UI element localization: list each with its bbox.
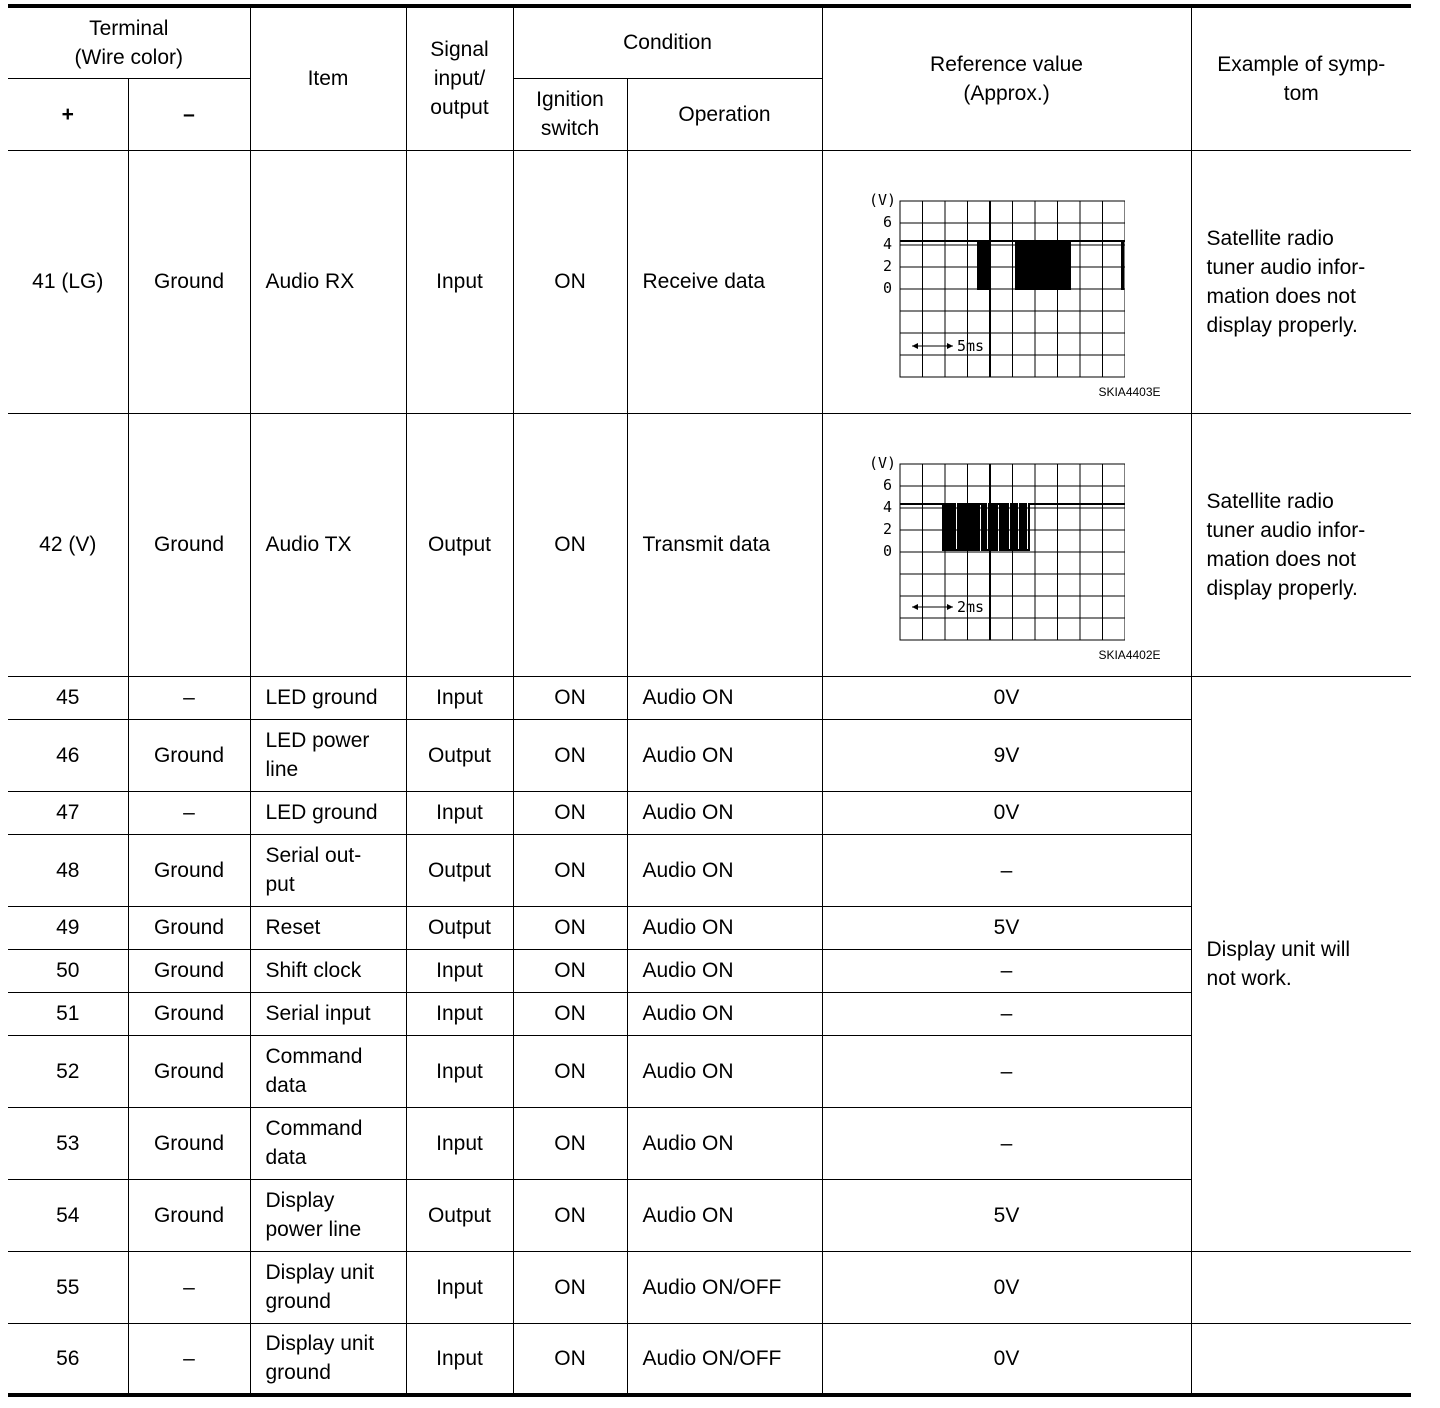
cell-reference: 0V bbox=[822, 1251, 1191, 1323]
cell-item-line: line bbox=[265, 758, 299, 781]
cell-item bbox=[250, 834, 406, 906]
cell-item bbox=[250, 1035, 406, 1107]
cell-item-line: power line bbox=[265, 1218, 362, 1241]
cell-operation: Audio ON bbox=[627, 1107, 822, 1179]
header-item: Item bbox=[250, 6, 406, 150]
table-row bbox=[8, 1323, 1411, 1395]
cell-ignition: ON bbox=[513, 1035, 627, 1107]
cell-ignition: ON bbox=[513, 719, 627, 791]
cell-item-line: ground bbox=[265, 1361, 331, 1385]
cell-minus: Ground bbox=[128, 1107, 250, 1179]
cell-operation: Audio ON bbox=[627, 1179, 822, 1251]
header-terminal-label: Terminal bbox=[89, 16, 169, 40]
cell-minus: Ground bbox=[128, 834, 250, 906]
header-plus: + bbox=[8, 78, 128, 150]
cell-item-line: data bbox=[265, 1074, 307, 1097]
cell-operation: Receive data bbox=[627, 150, 822, 413]
cell-io: Output bbox=[406, 413, 513, 676]
cell-ignition: ON bbox=[513, 906, 627, 949]
cell-item bbox=[250, 992, 406, 1035]
cell-item-line: Command bbox=[265, 1045, 363, 1068]
cell-item-line: Shift clock bbox=[265, 959, 362, 982]
header-symptom-line: Example of symp- bbox=[1217, 52, 1386, 76]
cell-reference: – bbox=[822, 834, 1191, 906]
scope-tick: 4 bbox=[882, 234, 892, 253]
cell-io: Input bbox=[406, 949, 513, 992]
cell-reference: 0V bbox=[822, 1323, 1191, 1395]
cell-ignition: ON bbox=[513, 992, 627, 1035]
cell-minus: – bbox=[128, 1251, 250, 1323]
cell-operation: Audio ON bbox=[627, 949, 822, 992]
cell-item-line: Serial input bbox=[265, 1002, 371, 1025]
cell-item-line: data bbox=[265, 1146, 307, 1169]
cell-item-line: Display unit bbox=[265, 1332, 375, 1356]
cell-operation: Audio ON bbox=[627, 791, 822, 834]
symptom-line: tuner audio infor- bbox=[1206, 518, 1366, 542]
cell-reference: 0V bbox=[822, 676, 1191, 719]
oscilloscope-waveform-rx bbox=[865, 191, 1125, 381]
arrow-left-icon bbox=[912, 343, 918, 349]
cell-minus: – bbox=[128, 1323, 250, 1395]
cell-plus: 56 bbox=[8, 1323, 128, 1395]
cell-minus: Ground bbox=[128, 992, 250, 1035]
cell-reference: – bbox=[822, 992, 1191, 1035]
cell-reference-waveform bbox=[822, 413, 1191, 676]
cell-plus: 52 bbox=[8, 1035, 128, 1107]
cell-ignition: ON bbox=[513, 1179, 627, 1251]
cell-io: Input bbox=[406, 1107, 513, 1179]
cell-operation: Audio ON bbox=[627, 906, 822, 949]
cell-minus: Ground bbox=[128, 413, 250, 676]
cell-operation: Audio ON bbox=[627, 719, 822, 791]
cell-io: Output bbox=[406, 834, 513, 906]
header-ignition-line: switch bbox=[540, 117, 600, 140]
cell-symptom-merged bbox=[1191, 676, 1411, 1251]
header-terminal bbox=[8, 6, 250, 78]
terminal-rows bbox=[8, 676, 1411, 1395]
cell-io: Output bbox=[406, 906, 513, 949]
cell-symptom bbox=[1191, 150, 1411, 413]
header-minus: – bbox=[128, 78, 250, 150]
cell-symptom bbox=[1191, 413, 1411, 676]
terminal-reference-table bbox=[8, 4, 1411, 1397]
cell-reference: – bbox=[822, 1107, 1191, 1179]
cell-ignition: ON bbox=[513, 1251, 627, 1323]
oscilloscope-waveform-tx bbox=[865, 454, 1125, 644]
cell-plus: 55 bbox=[8, 1251, 128, 1323]
header-ignition bbox=[513, 78, 627, 150]
arrow-right-icon bbox=[947, 343, 953, 349]
symptom-line: mation does not bbox=[1206, 547, 1356, 571]
cell-ignition: ON bbox=[513, 1323, 627, 1395]
cell-item bbox=[250, 949, 406, 992]
cell-item: Audio TX bbox=[250, 413, 406, 676]
cell-io: Input bbox=[406, 992, 513, 1035]
header-ignition-line: Ignition bbox=[536, 88, 604, 111]
scope-unit: (V) bbox=[868, 453, 896, 472]
cell-item-line: Serial out- bbox=[265, 844, 362, 867]
cell-operation: Audio ON/OFF bbox=[627, 1323, 822, 1395]
cell-item bbox=[250, 1107, 406, 1179]
cell-item: Audio RX bbox=[250, 150, 406, 413]
cell-operation: Transmit data bbox=[627, 413, 822, 676]
arrow-right-icon bbox=[947, 604, 953, 610]
cell-io: Input bbox=[406, 1323, 513, 1395]
cell-ignition: ON bbox=[513, 1107, 627, 1179]
cell-ignition: ON bbox=[513, 413, 627, 676]
cell-minus: Ground bbox=[128, 1035, 250, 1107]
header-reference-line: (Approx.) bbox=[963, 81, 1050, 105]
cell-item-line: Command bbox=[265, 1117, 363, 1140]
header-signal bbox=[406, 6, 513, 150]
symptom-line: display properly. bbox=[1206, 313, 1358, 337]
cell-item-line: LED ground bbox=[265, 801, 378, 824]
cell-item bbox=[250, 719, 406, 791]
symptom-line: Satellite radio bbox=[1206, 226, 1334, 250]
cell-io: Input bbox=[406, 791, 513, 834]
header-symptom bbox=[1191, 6, 1411, 150]
cell-reference: 0V bbox=[822, 791, 1191, 834]
cell-reference: 5V bbox=[822, 906, 1191, 949]
cell-plus: 47 bbox=[8, 791, 128, 834]
cell-item-line: Display bbox=[265, 1189, 335, 1212]
arrow-left-icon bbox=[912, 604, 918, 610]
cell-plus: 41 (LG) bbox=[8, 150, 128, 413]
cell-reference: – bbox=[822, 949, 1191, 992]
symptom-line: display properly. bbox=[1206, 576, 1358, 600]
cell-plus: 46 bbox=[8, 719, 128, 791]
scope-tick: 6 bbox=[882, 475, 892, 494]
cell-reference: 9V bbox=[822, 719, 1191, 791]
table-row bbox=[8, 676, 1411, 719]
cell-operation: Audio ON/OFF bbox=[627, 1251, 822, 1323]
cell-item-line: ground bbox=[265, 1290, 331, 1313]
cell-symptom-empty bbox=[1191, 1323, 1411, 1395]
table-row bbox=[8, 150, 1411, 413]
cell-symptom-merged-line: not work. bbox=[1206, 966, 1292, 990]
scope-tick: 2 bbox=[882, 519, 892, 538]
cell-io: Output bbox=[406, 1179, 513, 1251]
cell-plus: 48 bbox=[8, 834, 128, 906]
scope-unit: (V) bbox=[868, 190, 896, 209]
cell-minus: Ground bbox=[128, 1179, 250, 1251]
cell-operation: Audio ON bbox=[627, 992, 822, 1035]
cell-minus: Ground bbox=[128, 150, 250, 413]
cell-io: Input bbox=[406, 1251, 513, 1323]
header-operation: Operation bbox=[627, 78, 822, 150]
cell-ignition: ON bbox=[513, 834, 627, 906]
cell-symptom-empty bbox=[1191, 1251, 1411, 1323]
cell-plus: 50 bbox=[8, 949, 128, 992]
cell-item bbox=[250, 676, 406, 719]
header-signal-line: input/ bbox=[433, 67, 486, 91]
cell-ignition: ON bbox=[513, 949, 627, 992]
cell-io: Input bbox=[406, 1035, 513, 1107]
cell-plus: 45 bbox=[8, 676, 128, 719]
cell-ignition: ON bbox=[513, 791, 627, 834]
cell-operation: Audio ON bbox=[627, 1035, 822, 1107]
header-symptom-line: tom bbox=[1283, 81, 1319, 105]
symptom-line: Satellite radio bbox=[1206, 489, 1334, 513]
scope-timebase: 5ms bbox=[956, 336, 984, 355]
scope-tick: 4 bbox=[882, 497, 892, 516]
cell-item bbox=[250, 791, 406, 834]
cell-item-line: Display unit bbox=[265, 1261, 375, 1284]
cell-plus: 54 bbox=[8, 1179, 128, 1251]
cell-minus: Ground bbox=[128, 906, 250, 949]
cell-item-line: LED power bbox=[265, 729, 370, 752]
cell-item bbox=[250, 1179, 406, 1251]
cell-io: Input bbox=[406, 676, 513, 719]
table-row bbox=[8, 1251, 1411, 1323]
cell-plus: 53 bbox=[8, 1107, 128, 1179]
scope-tick: 2 bbox=[882, 256, 892, 275]
scope-tick: 0 bbox=[882, 541, 892, 560]
cell-reference: – bbox=[822, 1035, 1191, 1107]
figure-code: SKIA4402E bbox=[1098, 647, 1161, 662]
cell-plus: 42 (V) bbox=[8, 413, 128, 676]
header-reference bbox=[822, 6, 1191, 150]
header-signal-line: output bbox=[430, 96, 489, 120]
header-wire-color-label: (Wire color) bbox=[74, 45, 183, 69]
cell-operation: Audio ON bbox=[627, 834, 822, 906]
header-reference-line: Reference value bbox=[930, 52, 1083, 76]
cell-io: Output bbox=[406, 719, 513, 791]
cell-item-line: LED ground bbox=[265, 686, 378, 709]
cell-plus: 51 bbox=[8, 992, 128, 1035]
cell-operation: Audio ON bbox=[627, 676, 822, 719]
cell-symptom-merged-line: Display unit will bbox=[1206, 937, 1351, 961]
cell-reference: 5V bbox=[822, 1179, 1191, 1251]
cell-minus: – bbox=[128, 791, 250, 834]
cell-plus: 49 bbox=[8, 906, 128, 949]
cell-minus: Ground bbox=[128, 719, 250, 791]
cell-ignition: ON bbox=[513, 150, 627, 413]
cell-minus: Ground bbox=[128, 949, 250, 992]
cell-reference-waveform bbox=[822, 150, 1191, 413]
cell-ignition: ON bbox=[513, 676, 627, 719]
header-signal-line: Signal bbox=[430, 38, 489, 62]
cell-item bbox=[250, 1323, 406, 1395]
symptom-line: tuner audio infor- bbox=[1206, 255, 1366, 279]
symptom-line: mation does not bbox=[1206, 284, 1356, 308]
cell-item bbox=[250, 1251, 406, 1323]
cell-item bbox=[250, 906, 406, 949]
scope-timebase: 2ms bbox=[956, 597, 984, 616]
scope-tick: 6 bbox=[882, 212, 892, 231]
table-row bbox=[8, 413, 1411, 676]
figure-code: SKIA4403E bbox=[1098, 384, 1161, 399]
cell-item-line: Reset bbox=[265, 916, 321, 939]
header-condition: Condition bbox=[513, 6, 822, 78]
cell-io: Input bbox=[406, 150, 513, 413]
scope-tick: 0 bbox=[882, 278, 892, 297]
cell-item-line: put bbox=[265, 873, 295, 896]
cell-minus: – bbox=[128, 676, 250, 719]
